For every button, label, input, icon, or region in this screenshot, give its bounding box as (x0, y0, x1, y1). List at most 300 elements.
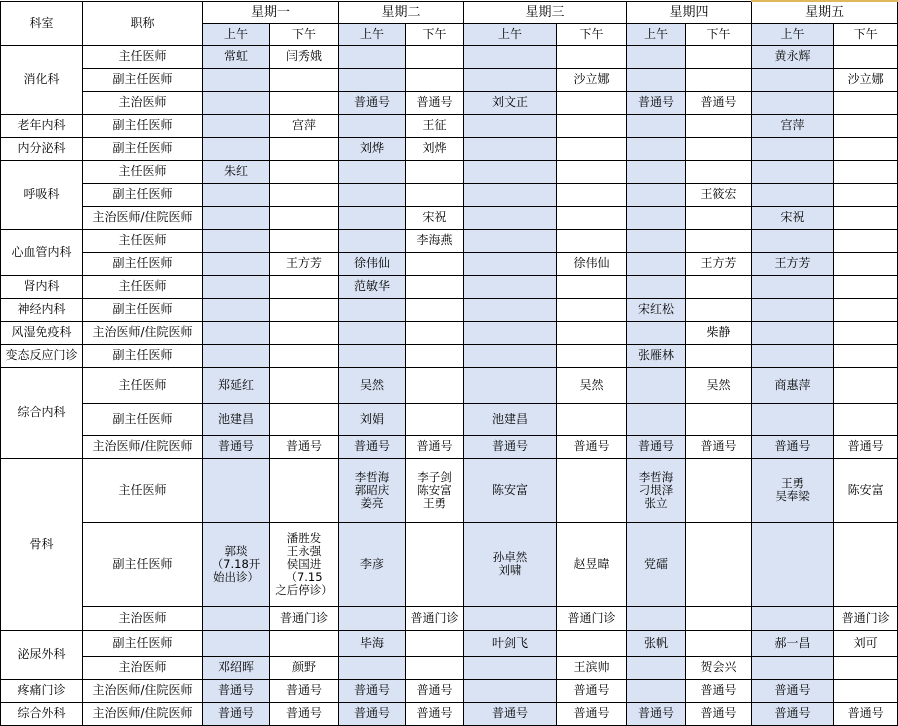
pm-slot-cell (686, 229, 752, 252)
department-cell: 疼痛门诊 (1, 679, 83, 702)
pm-slot-cell (557, 298, 627, 321)
pm-slot-cell: 颜野 (270, 656, 339, 679)
pm-slot-cell (406, 160, 464, 183)
pm-slot-cell (270, 344, 339, 367)
schedule-row (1, 702, 898, 725)
am-slot-cell (627, 656, 686, 679)
am-slot-cell (339, 160, 406, 183)
title-cell: 副主任医师 (83, 137, 203, 160)
am-slot-cell (339, 344, 406, 367)
pm-slot-cell: 普通门诊 (557, 606, 627, 630)
department-cell: 内分泌科 (1, 137, 83, 160)
pm-slot-cell (686, 606, 752, 630)
pm-slot-cell (557, 160, 627, 183)
pm-slot-cell: 普通号 (270, 435, 339, 458)
am-slot-cell (203, 252, 270, 275)
header-pm: 下午 (270, 23, 339, 45)
header-day-thursday: 星期四 (627, 1, 752, 23)
schedule-row (1, 45, 898, 68)
am-slot-cell: 毕海 (339, 630, 406, 656)
pm-slot-cell (406, 45, 464, 68)
am-slot-cell: 普通号 (339, 702, 406, 725)
pm-slot-cell (270, 183, 339, 206)
schedule-row (1, 656, 898, 679)
pm-slot-cell (686, 45, 752, 68)
pm-slot-cell (686, 160, 752, 183)
schedule-row (1, 367, 898, 403)
am-slot-cell: 黄永辉 (752, 45, 834, 68)
am-slot-cell: 王方芳 (752, 252, 834, 275)
header-title: 职称 (83, 1, 203, 45)
am-slot-cell: 郝一昌 (752, 630, 834, 656)
pm-slot-cell: 柴静 (686, 321, 752, 344)
am-slot-cell (752, 229, 834, 252)
pm-slot-cell: 赵昱暐 (557, 522, 627, 606)
schedule-row (1, 275, 898, 298)
pm-slot-cell (834, 367, 898, 403)
pm-slot-cell (557, 114, 627, 137)
pm-slot-cell (557, 630, 627, 656)
pm-slot-cell: 普通号 (406, 435, 464, 458)
department-cell: 老年内科 (1, 114, 83, 137)
am-slot-cell (203, 91, 270, 114)
schedule-row (1, 344, 898, 367)
pm-slot-cell (406, 344, 464, 367)
am-slot-cell: 普通号 (752, 702, 834, 725)
am-slot-cell (752, 321, 834, 344)
pm-slot-cell: 王征 (406, 114, 464, 137)
schedule-row (1, 321, 898, 344)
pm-slot-cell (557, 344, 627, 367)
pm-slot-cell (686, 344, 752, 367)
department-cell: 泌尿外科 (1, 630, 83, 679)
pm-slot-cell (686, 403, 752, 435)
am-slot-cell (203, 275, 270, 298)
pm-slot-cell: 宋祝 (406, 206, 464, 229)
am-slot-cell (339, 45, 406, 68)
pm-slot-cell (406, 522, 464, 606)
pm-slot-cell (270, 206, 339, 229)
title-cell: 主任医师 (83, 458, 203, 522)
header-pm: 下午 (557, 23, 627, 45)
pm-slot-cell (686, 275, 752, 298)
am-slot-cell (627, 45, 686, 68)
header-am: 上午 (203, 23, 270, 45)
am-slot-cell (339, 656, 406, 679)
pm-slot-cell (834, 321, 898, 344)
pm-slot-cell: 普通号 (686, 91, 752, 114)
pm-slot-cell: 普通号 (557, 435, 627, 458)
am-slot-cell (464, 114, 557, 137)
schedule-row (1, 679, 898, 702)
am-slot-cell (203, 630, 270, 656)
schedule-row (1, 114, 898, 137)
pm-slot-cell (834, 344, 898, 367)
pm-slot-cell: 普通号 (686, 435, 752, 458)
pm-slot-cell: 普通门诊 (834, 606, 898, 630)
am-slot-cell (203, 298, 270, 321)
department-cell: 综合内科 (1, 367, 83, 458)
am-slot-cell (203, 321, 270, 344)
pm-slot-cell (834, 137, 898, 160)
am-slot-cell (752, 403, 834, 435)
header-day-friday: 星期五 (752, 1, 898, 23)
pm-slot-cell: 王滨帅 (557, 656, 627, 679)
am-slot-cell (464, 656, 557, 679)
am-slot-cell: 普通号 (203, 435, 270, 458)
am-slot-cell: 吴然 (339, 367, 406, 403)
am-slot-cell (464, 298, 557, 321)
pm-slot-cell (557, 183, 627, 206)
pm-slot-cell: 普通门诊 (406, 606, 464, 630)
pm-slot-cell (686, 522, 752, 606)
am-slot-cell (203, 183, 270, 206)
am-slot-cell: 刘烨 (339, 137, 406, 160)
pm-slot-cell (834, 229, 898, 252)
pm-slot-cell (834, 522, 898, 606)
pm-slot-cell (686, 114, 752, 137)
am-slot-cell: 宋红松 (627, 298, 686, 321)
am-slot-cell: 郭琰 （7.18开 始出诊） (203, 522, 270, 606)
pm-slot-cell: 刘烨 (406, 137, 464, 160)
pm-slot-cell (834, 679, 898, 702)
am-slot-cell: 宫萍 (752, 114, 834, 137)
am-slot-cell: 普通号 (752, 435, 834, 458)
header-am: 上午 (752, 23, 834, 45)
pm-slot-cell: 普通号 (557, 679, 627, 702)
am-slot-cell: 陈安富 (464, 458, 557, 522)
pm-slot-cell: 王筱宏 (686, 183, 752, 206)
pm-slot-cell (557, 91, 627, 114)
am-slot-cell (339, 321, 406, 344)
pm-slot-cell (834, 114, 898, 137)
pm-slot-cell (834, 403, 898, 435)
am-slot-cell: 范敏华 (339, 275, 406, 298)
pm-slot-cell: 宫萍 (270, 114, 339, 137)
pm-slot-cell (557, 229, 627, 252)
pm-slot-cell (834, 45, 898, 68)
schedule-row (1, 252, 898, 275)
pm-slot-cell: 普通号 (406, 702, 464, 725)
pm-slot-cell (686, 206, 752, 229)
pm-slot-cell: 普通号 (270, 702, 339, 725)
am-slot-cell: 普通号 (339, 91, 406, 114)
title-cell: 主治医师/住院医师 (83, 435, 203, 458)
am-slot-cell: 张雁林 (627, 344, 686, 367)
am-slot-cell: 党礌 (627, 522, 686, 606)
am-slot-cell (752, 160, 834, 183)
schedule-row (1, 458, 898, 522)
am-slot-cell (464, 275, 557, 298)
am-slot-cell (203, 137, 270, 160)
pm-slot-cell (406, 367, 464, 403)
header-day-monday: 星期一 (203, 1, 339, 23)
header-am: 上午 (627, 23, 686, 45)
am-slot-cell (752, 183, 834, 206)
department-cell: 骨科 (1, 458, 83, 630)
am-slot-cell: 徐伟仙 (339, 252, 406, 275)
header-pm: 下午 (834, 23, 898, 45)
department-cell: 综合外科 (1, 702, 83, 725)
pm-slot-cell: 刘可 (834, 630, 898, 656)
am-slot-cell: 李彦 (339, 522, 406, 606)
am-slot-cell (464, 252, 557, 275)
department-cell: 心血管内科 (1, 229, 83, 275)
am-slot-cell: 王勇 吴奉梁 (752, 458, 834, 522)
am-slot-cell (339, 606, 406, 630)
pm-slot-cell (686, 458, 752, 522)
pm-slot-cell (557, 458, 627, 522)
pm-slot-cell (270, 298, 339, 321)
am-slot-cell (752, 137, 834, 160)
am-slot-cell (464, 137, 557, 160)
department-cell: 消化科 (1, 45, 83, 114)
am-slot-cell (339, 229, 406, 252)
pm-slot-cell: 普通号 (686, 702, 752, 725)
pm-slot-cell (834, 275, 898, 298)
am-slot-cell (627, 229, 686, 252)
am-slot-cell (203, 344, 270, 367)
pm-slot-cell (686, 137, 752, 160)
header-am: 上午 (339, 23, 406, 45)
am-slot-cell (627, 183, 686, 206)
am-slot-cell: 朱红 (203, 160, 270, 183)
am-slot-cell (627, 606, 686, 630)
title-cell: 主治医师/住院医师 (83, 702, 203, 725)
pm-slot-cell: 吴然 (686, 367, 752, 403)
pm-slot-cell: 普通门诊 (270, 606, 339, 630)
am-slot-cell (339, 298, 406, 321)
pm-slot-cell: 普通号 (406, 679, 464, 702)
department-cell: 风湿免疫科 (1, 321, 83, 344)
pm-slot-cell: 普通号 (686, 679, 752, 702)
am-slot-cell (627, 367, 686, 403)
pm-slot-cell (834, 160, 898, 183)
title-cell: 主任医师 (83, 367, 203, 403)
pm-slot-cell: 贺会兴 (686, 656, 752, 679)
title-cell: 副主任医师 (83, 344, 203, 367)
schedule-row (1, 183, 898, 206)
am-slot-cell (627, 160, 686, 183)
am-slot-cell: 刘文正 (464, 91, 557, 114)
am-slot-cell (752, 522, 834, 606)
am-slot-cell: 商惠萍 (752, 367, 834, 403)
am-slot-cell (627, 252, 686, 275)
pm-slot-cell (557, 137, 627, 160)
am-slot-cell: 李哲海 刁垠泽 张立 (627, 458, 686, 522)
pm-slot-cell (270, 321, 339, 344)
am-slot-cell (464, 321, 557, 344)
header-dept: 科室 (1, 1, 83, 45)
am-slot-cell: 叶剑飞 (464, 630, 557, 656)
header-am: 上午 (464, 23, 557, 45)
pm-slot-cell (834, 91, 898, 114)
am-slot-cell: 普通号 (627, 702, 686, 725)
header-day-wednesday: 星期三 (464, 1, 627, 23)
am-slot-cell (627, 68, 686, 91)
title-cell: 主治医师 (83, 656, 203, 679)
title-cell: 副主任医师 (83, 252, 203, 275)
header-row-days (1, 1, 898, 23)
pm-slot-cell (270, 367, 339, 403)
am-slot-cell (464, 160, 557, 183)
am-slot-cell: 宋祝 (752, 206, 834, 229)
pm-slot-cell (270, 458, 339, 522)
am-slot-cell: 普通号 (464, 702, 557, 725)
am-slot-cell (627, 114, 686, 137)
am-slot-cell: 李哲海 郭昭庆 姜亮 (339, 458, 406, 522)
pm-slot-cell: 王方芳 (686, 252, 752, 275)
am-slot-cell: 普通号 (464, 435, 557, 458)
pm-slot-cell (406, 275, 464, 298)
schedule-row (1, 298, 898, 321)
pm-slot-cell (557, 321, 627, 344)
am-slot-cell (627, 275, 686, 298)
pm-slot-cell: 普通号 (406, 91, 464, 114)
am-slot-cell (339, 114, 406, 137)
pm-slot-cell: 普通号 (270, 679, 339, 702)
am-slot-cell (203, 68, 270, 91)
am-slot-cell (752, 606, 834, 630)
schedule-row (1, 522, 898, 606)
pm-slot-cell (270, 630, 339, 656)
pm-slot-cell (557, 45, 627, 68)
pm-slot-cell: 徐伟仙 (557, 252, 627, 275)
am-slot-cell: 张帆 (627, 630, 686, 656)
department-cell: 神经内科 (1, 298, 83, 321)
pm-slot-cell: 吴然 (557, 367, 627, 403)
am-slot-cell: 普通号 (627, 91, 686, 114)
am-slot-cell (752, 68, 834, 91)
am-slot-cell (464, 206, 557, 229)
pm-slot-cell (270, 160, 339, 183)
am-slot-cell: 邓绍晖 (203, 656, 270, 679)
am-slot-cell: 普通号 (203, 702, 270, 725)
department-cell: 呼吸科 (1, 160, 83, 229)
pm-slot-cell: 陈安富 (834, 458, 898, 522)
pm-slot-cell (557, 403, 627, 435)
pm-slot-cell (834, 298, 898, 321)
title-cell: 主任医师 (83, 45, 203, 68)
pm-slot-cell: 普通号 (834, 702, 898, 725)
pm-slot-cell: 普通号 (834, 435, 898, 458)
title-cell: 主治医师/住院医师 (83, 321, 203, 344)
schedule-row (1, 435, 898, 458)
pm-slot-cell: 王方芳 (270, 252, 339, 275)
schedule-row (1, 160, 898, 183)
pm-slot-cell (270, 68, 339, 91)
schedule-row (1, 630, 898, 656)
am-slot-cell (203, 206, 270, 229)
am-slot-cell: 普通号 (752, 679, 834, 702)
am-slot-cell: 普通号 (339, 435, 406, 458)
pm-slot-cell (270, 137, 339, 160)
am-slot-cell (203, 606, 270, 630)
pm-slot-cell: 潘胜发 王永强 侯国进（7.15 之后停诊） (270, 522, 339, 606)
am-slot-cell (203, 229, 270, 252)
am-slot-cell: 刘娟 (339, 403, 406, 435)
pm-slot-cell: 闫秀娥 (270, 45, 339, 68)
pm-slot-cell (270, 229, 339, 252)
am-slot-cell: 池建昌 (464, 403, 557, 435)
pm-slot-cell (686, 68, 752, 91)
pm-slot-cell: 沙立娜 (557, 68, 627, 91)
pm-slot-cell (834, 206, 898, 229)
schedule-row (1, 206, 898, 229)
am-slot-cell (339, 183, 406, 206)
pm-slot-cell (406, 298, 464, 321)
header-pm: 下午 (686, 23, 752, 45)
pm-slot-cell (686, 298, 752, 321)
title-cell: 副主任医师 (83, 114, 203, 137)
am-slot-cell (464, 183, 557, 206)
pm-slot-cell (270, 275, 339, 298)
title-cell: 副主任医师 (83, 522, 203, 606)
pm-slot-cell (406, 403, 464, 435)
department-cell: 肾内科 (1, 275, 83, 298)
pm-slot-cell (406, 252, 464, 275)
pm-slot-cell (686, 630, 752, 656)
am-slot-cell (752, 91, 834, 114)
am-slot-cell (627, 403, 686, 435)
am-slot-cell (464, 45, 557, 68)
schedule-row (1, 68, 898, 91)
pm-slot-cell (557, 206, 627, 229)
title-cell: 副主任医师 (83, 630, 203, 656)
am-slot-cell (627, 206, 686, 229)
title-cell: 副主任医师 (83, 183, 203, 206)
am-slot-cell (752, 298, 834, 321)
am-slot-cell (627, 137, 686, 160)
am-slot-cell: 普通号 (339, 679, 406, 702)
header-day-tuesday: 星期二 (339, 1, 464, 23)
pm-slot-cell (834, 183, 898, 206)
am-slot-cell (464, 68, 557, 91)
title-cell: 主治医师 (83, 91, 203, 114)
am-slot-cell (464, 367, 557, 403)
am-slot-cell (203, 458, 270, 522)
schedule-body (1, 45, 898, 725)
pm-slot-cell (406, 68, 464, 91)
am-slot-cell (752, 656, 834, 679)
am-slot-cell (464, 679, 557, 702)
pm-slot-cell (557, 275, 627, 298)
pm-slot-cell (406, 630, 464, 656)
pm-slot-cell: 李子剑 陈安富 王勇 (406, 458, 464, 522)
am-slot-cell (464, 229, 557, 252)
title-cell: 主治医师 (83, 606, 203, 630)
header-pm: 下午 (406, 23, 464, 45)
am-slot-cell (464, 344, 557, 367)
title-cell: 主任医师 (83, 160, 203, 183)
department-cell: 变态反应门诊 (1, 344, 83, 367)
am-slot-cell (203, 114, 270, 137)
pm-slot-cell (406, 656, 464, 679)
pm-slot-cell (834, 656, 898, 679)
pm-slot-cell: 李海燕 (406, 229, 464, 252)
am-slot-cell: 孙卓然 刘啸 (464, 522, 557, 606)
pm-slot-cell: 沙立娜 (834, 68, 898, 91)
title-cell: 副主任医师 (83, 298, 203, 321)
am-slot-cell (752, 344, 834, 367)
schedule-row (1, 229, 898, 252)
schedule-row (1, 137, 898, 160)
am-slot-cell (339, 206, 406, 229)
schedule-row (1, 91, 898, 114)
title-cell: 主治医师/住院医师 (83, 679, 203, 702)
pm-slot-cell (834, 252, 898, 275)
schedule-row (1, 403, 898, 435)
